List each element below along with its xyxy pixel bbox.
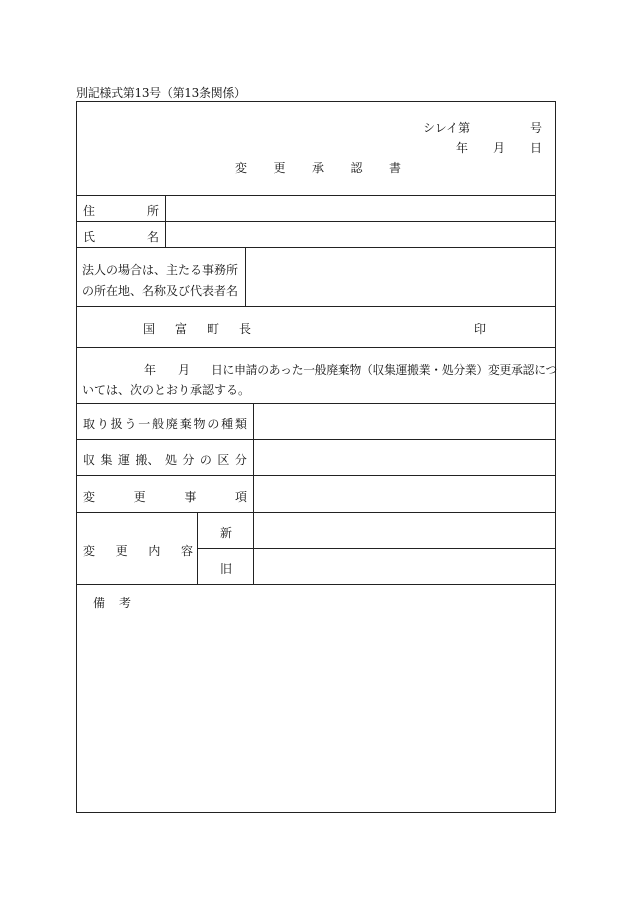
form-number: 別記様式第13号（第13条関係） <box>76 86 246 100</box>
document-title: 変 更 承 認 書 <box>235 161 401 175</box>
statement-year: 年 <box>144 363 157 377</box>
number-prefix: シレイ第 <box>423 121 471 135</box>
change-item-label: 変 更 事 項 <box>83 490 247 504</box>
seal-mark: 印 <box>474 322 487 336</box>
old-label: 旧 <box>220 562 233 576</box>
date-day: 日 <box>530 141 543 155</box>
category-label: 収 集 運 搬、 処 分 の 区 分 <box>83 453 247 467</box>
mayor-title: 国 富 町 長 <box>143 322 251 336</box>
date-month: 月 <box>493 141 506 155</box>
waste-type-label: 取 り 扱 う 一 般 廃 棄 物 の 種 類 <box>83 417 247 431</box>
statement-line2: いては、次のとおり承認する。 <box>82 383 251 397</box>
change-content-label: 変 更 内 容 <box>83 544 193 558</box>
name-label: 氏 名 <box>83 230 159 244</box>
statement-line1: 日に申請のあった一般廃棄物（収集運搬業・処分業）変更承認につ <box>211 363 558 377</box>
number-suffix: 号 <box>530 121 543 135</box>
new-label: 新 <box>220 526 233 540</box>
approval-form <box>76 101 556 813</box>
remarks-label: 備 考 <box>93 596 131 610</box>
date-year: 年 <box>456 141 469 155</box>
corporation-label-line1: 法人の場合は、主たる事務所 <box>82 263 239 277</box>
corporation-label-line2: の所在地、名称及び代表者名 <box>82 284 239 298</box>
address-label: 住 所 <box>83 204 159 218</box>
statement-month: 月 <box>178 363 191 377</box>
